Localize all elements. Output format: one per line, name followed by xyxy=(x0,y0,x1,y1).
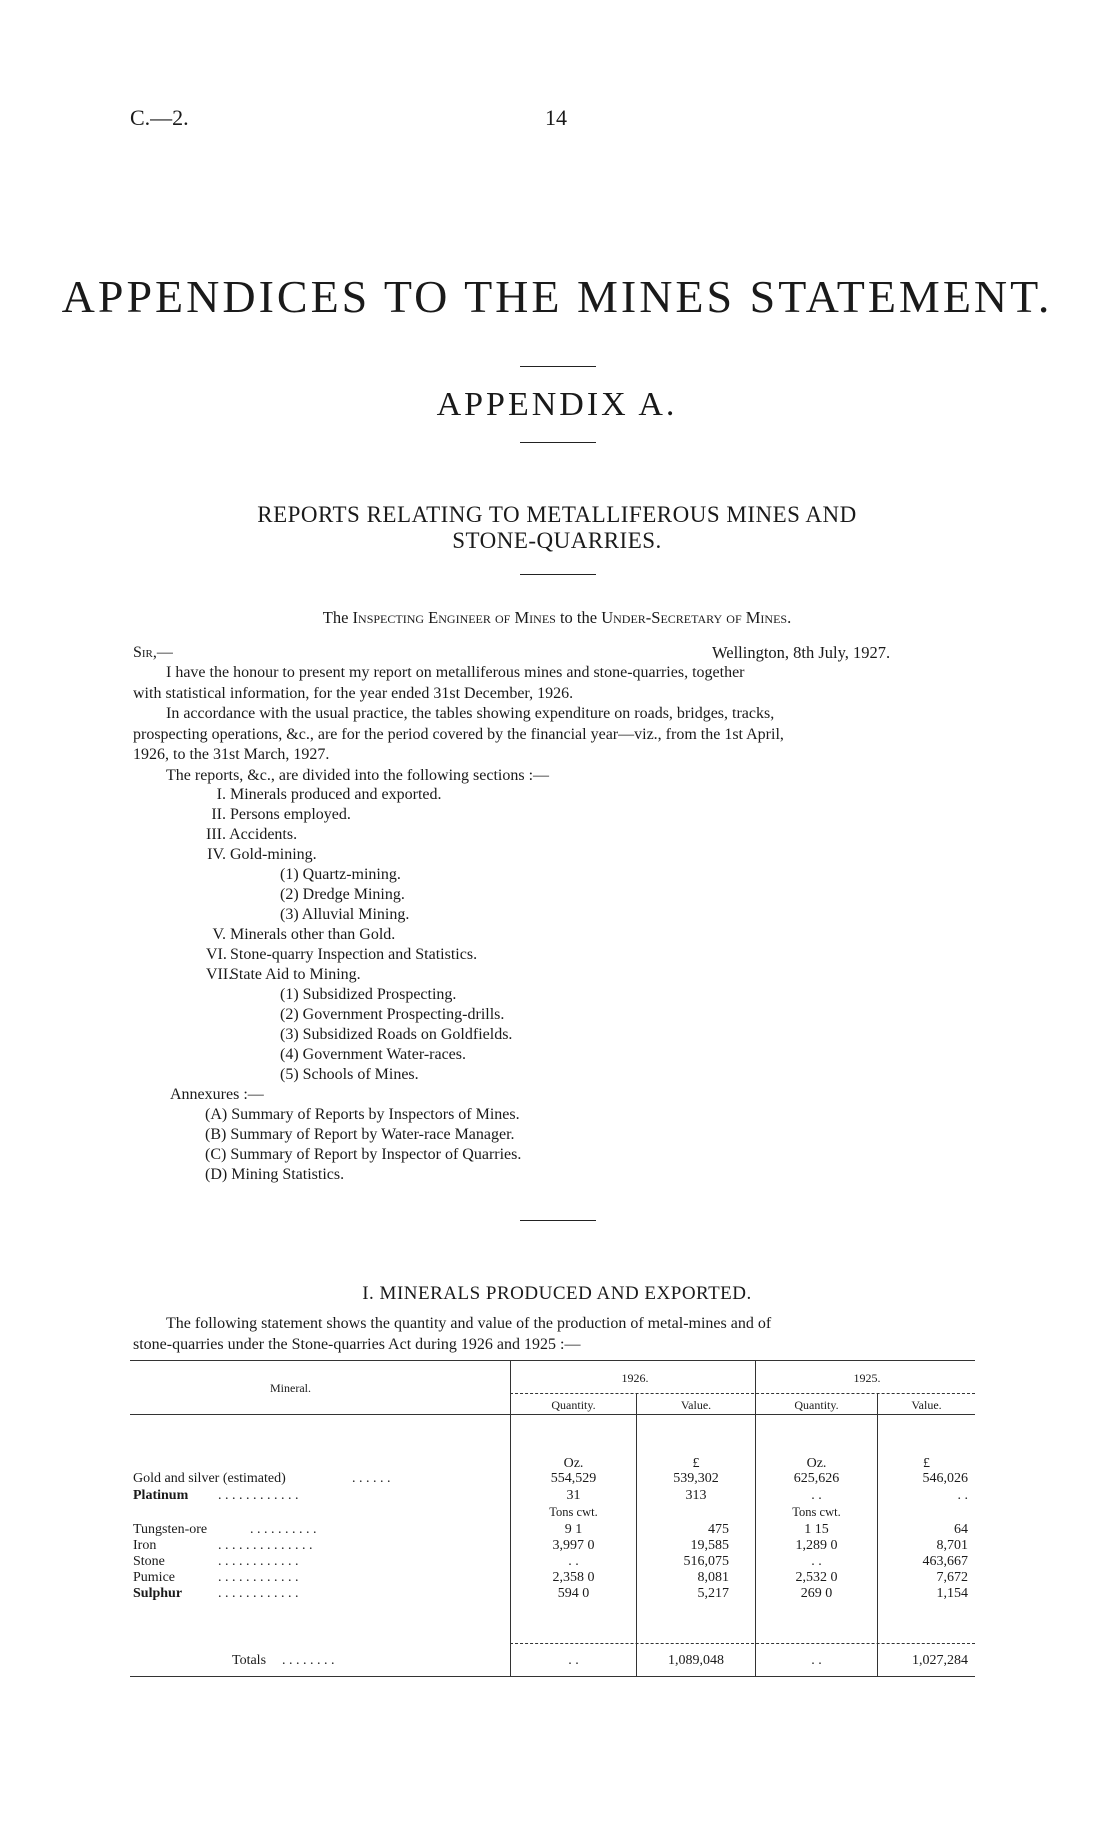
cell-q1926: 31 xyxy=(566,1488,581,1503)
total-v1926: 1,089,048 xyxy=(668,1653,724,1668)
unit-pound-1925: £ xyxy=(923,1456,930,1471)
list-item: (2) Government Prospecting-drills. xyxy=(280,1006,505,1023)
addressee-recipient: Under-Secretary of Mines xyxy=(601,608,788,627)
addressee-the: The xyxy=(322,608,349,627)
page-number: 14 xyxy=(545,105,567,130)
cell-v1925: 463,667 xyxy=(922,1554,968,1569)
cell-q1926: 554,529 xyxy=(550,1471,597,1486)
cell-q1925: 1,289 0 xyxy=(795,1538,838,1553)
cell-v1926: 5,217 xyxy=(697,1586,729,1601)
list-item: (B) Summary of Report by Water-race Manager. xyxy=(205,1126,515,1143)
cell-v1926: 539,302 xyxy=(673,1471,719,1486)
cell-q1926: 9 1 xyxy=(564,1522,583,1537)
unit-oz-1926: Oz. xyxy=(563,1456,584,1471)
row-leader: . . . . . . . . . . xyxy=(250,1522,317,1537)
list-item: (5) Schools of Mines. xyxy=(280,1066,419,1083)
paragraph-3: The reports, &c., are divided into the following sections :— xyxy=(166,767,550,784)
section-intro-line1: The following statement shows the quantity and value of the production of metal-mines and of xyxy=(166,1315,772,1332)
cell-v1925: 546,026 xyxy=(922,1471,968,1486)
list-item: (4) Government Water-races. xyxy=(280,1046,467,1063)
cell-v1926: 516,075 xyxy=(683,1554,729,1569)
cell-q1925: 625,626 xyxy=(793,1471,840,1486)
section-intro-line2: stone-quarries under the Stone-quarries Act during 1926 and 1925 :— xyxy=(133,1335,581,1353)
col-header-quantity2: Quantity. xyxy=(794,1398,839,1412)
addressee-end: . xyxy=(787,608,792,627)
table-row-mineral: Gold and silver (estimated) xyxy=(133,1471,286,1486)
appendix-title: APPENDIX A. xyxy=(436,386,678,423)
table-bottom-rule xyxy=(130,1676,975,1677)
col-header-value1: Value. xyxy=(680,1398,712,1412)
list-item: I. Minerals produced and exported. xyxy=(216,786,442,803)
list-item: (3) Subsidized Roads on Goldfields. xyxy=(280,1026,513,1043)
list-item: IV. Gold-mining. xyxy=(207,846,317,863)
totals-label: Totals xyxy=(232,1653,267,1668)
table-row-mineral: Tungsten-ore xyxy=(133,1522,208,1537)
total-q1926: . . xyxy=(568,1653,579,1668)
cell-v1925: . . xyxy=(957,1488,968,1503)
table-row-mineral: Stone xyxy=(133,1554,165,1569)
addressee-sender: Inspecting Engineer of Mines xyxy=(352,608,556,627)
list-item: (3) Alluvial Mining. xyxy=(280,906,410,923)
list-item: (1) Quartz-mining. xyxy=(280,866,401,883)
paragraph-2-line2: prospecting operations, &c., are for the period covered by the financial year—viz., from the 1st April, xyxy=(133,725,784,743)
unit-tons-1925: Tons cwt. xyxy=(792,1505,841,1519)
col-header-mineral: Mineral. xyxy=(270,1381,311,1395)
reports-title-line1: REPORTS RELATING TO METALLIFEROUS MINES AND xyxy=(257,502,857,527)
cell-v1926: 8,081 xyxy=(697,1570,729,1585)
cell-q1926: 594 0 xyxy=(557,1586,590,1601)
col-header-year1: 1926. xyxy=(621,1371,649,1385)
addressee-to: to the xyxy=(559,608,598,627)
col-header-value2: Value. xyxy=(911,1398,942,1412)
cell-q1926: 3,997 0 xyxy=(552,1538,595,1553)
document-reference: C.—2. xyxy=(130,105,189,130)
list-item: II. Persons employed. xyxy=(211,806,351,823)
salutation: Sir,— xyxy=(133,644,173,661)
list-item: VII. State Aid to Mining. xyxy=(206,966,361,983)
cell-q1925: 269 0 xyxy=(800,1586,833,1601)
reports-title-line2: STONE-QUARRIES. xyxy=(452,528,662,553)
paragraph-1-line2: with statistical information, for the year ended 31st December, 1926. xyxy=(133,684,574,702)
table-row-mineral: Platinum xyxy=(133,1488,189,1503)
section-heading: I. MINERALS PRODUCED AND EXPORTED. xyxy=(362,1283,752,1304)
list-item: V. Minerals other than Gold. xyxy=(212,926,396,943)
list-item: (C) Summary of Report by Inspector of Quarries. xyxy=(205,1146,522,1163)
annexures-heading: Annexures :— xyxy=(170,1086,264,1103)
table-row-mineral: Iron xyxy=(133,1538,157,1553)
main-title: APPENDICES TO THE MINES STATEMENT. xyxy=(61,271,1053,322)
list-item: (2) Dredge Mining. xyxy=(280,886,405,903)
cell-v1926: 19,585 xyxy=(690,1538,729,1553)
table-row-mineral: Sulphur xyxy=(133,1586,183,1601)
unit-oz-1925: Oz. xyxy=(806,1456,827,1471)
cell-v1926: 475 xyxy=(708,1522,729,1537)
cell-v1925: 1,154 xyxy=(936,1586,968,1601)
table-total-rule xyxy=(510,1643,975,1644)
totals-leader: . . . . . . . . xyxy=(282,1653,335,1668)
row-leader: . . . . . . xyxy=(352,1471,391,1486)
cell-v1925: 7,672 xyxy=(936,1570,968,1585)
list-item: III. Accidents. xyxy=(206,826,298,843)
list-item: VI. Stone-quarry Inspection and Statistics. xyxy=(206,946,478,963)
cell-q1926: . . xyxy=(568,1554,579,1569)
row-leader: . . . . . . . . . . . . xyxy=(218,1586,299,1601)
list-item: (D) Mining Statistics. xyxy=(205,1166,345,1183)
paragraph-2-line3: 1926, to the 31st March, 1927. xyxy=(133,746,330,763)
row-leader: . . . . . . . . . . . . xyxy=(218,1554,299,1569)
table-top-rule xyxy=(130,1360,975,1361)
paragraph-2-line1: In accordance with the usual practice, the tables showing expenditure on roads, bridges, tracks, xyxy=(166,705,775,722)
total-q1925: . . xyxy=(811,1653,822,1668)
cell-q1925: . . xyxy=(811,1488,822,1503)
row-leader: . . . . . . . . . . . . xyxy=(218,1488,299,1503)
table-year-rule xyxy=(510,1393,975,1394)
table-header-rule xyxy=(130,1414,975,1415)
place-date: Wellington, 8th July, 1927. xyxy=(712,643,891,662)
cell-v1925: 64 xyxy=(954,1522,968,1537)
cell-q1925: . . xyxy=(811,1554,822,1569)
row-leader: . . . . . . . . . . . . xyxy=(218,1570,299,1585)
cell-v1926: 313 xyxy=(685,1488,707,1503)
unit-tons-1926: Tons cwt. xyxy=(549,1505,598,1519)
cell-q1926: 2,358 0 xyxy=(552,1570,595,1585)
list-item: (A) Summary of Reports by Inspectors of Mines. xyxy=(205,1106,520,1123)
cell-v1925: 8,701 xyxy=(936,1538,968,1553)
unit-pound-1926: £ xyxy=(692,1456,700,1471)
paragraph-1-line1: I have the honour to present my report on metalliferous mines and stone-quarries, together xyxy=(166,664,745,681)
col-header-year2: 1925. xyxy=(853,1371,881,1385)
list-item: (1) Subsidized Prospecting. xyxy=(280,986,457,1003)
col-header-quantity1: Quantity. xyxy=(551,1398,596,1412)
total-v1925: 1,027,284 xyxy=(912,1653,968,1668)
cell-q1925: 2,532 0 xyxy=(795,1570,838,1585)
cell-q1925: 1 15 xyxy=(804,1522,829,1537)
row-leader: . . . . . . . . . . . . . . xyxy=(218,1538,313,1553)
table-row-mineral: Pumice xyxy=(133,1570,175,1585)
